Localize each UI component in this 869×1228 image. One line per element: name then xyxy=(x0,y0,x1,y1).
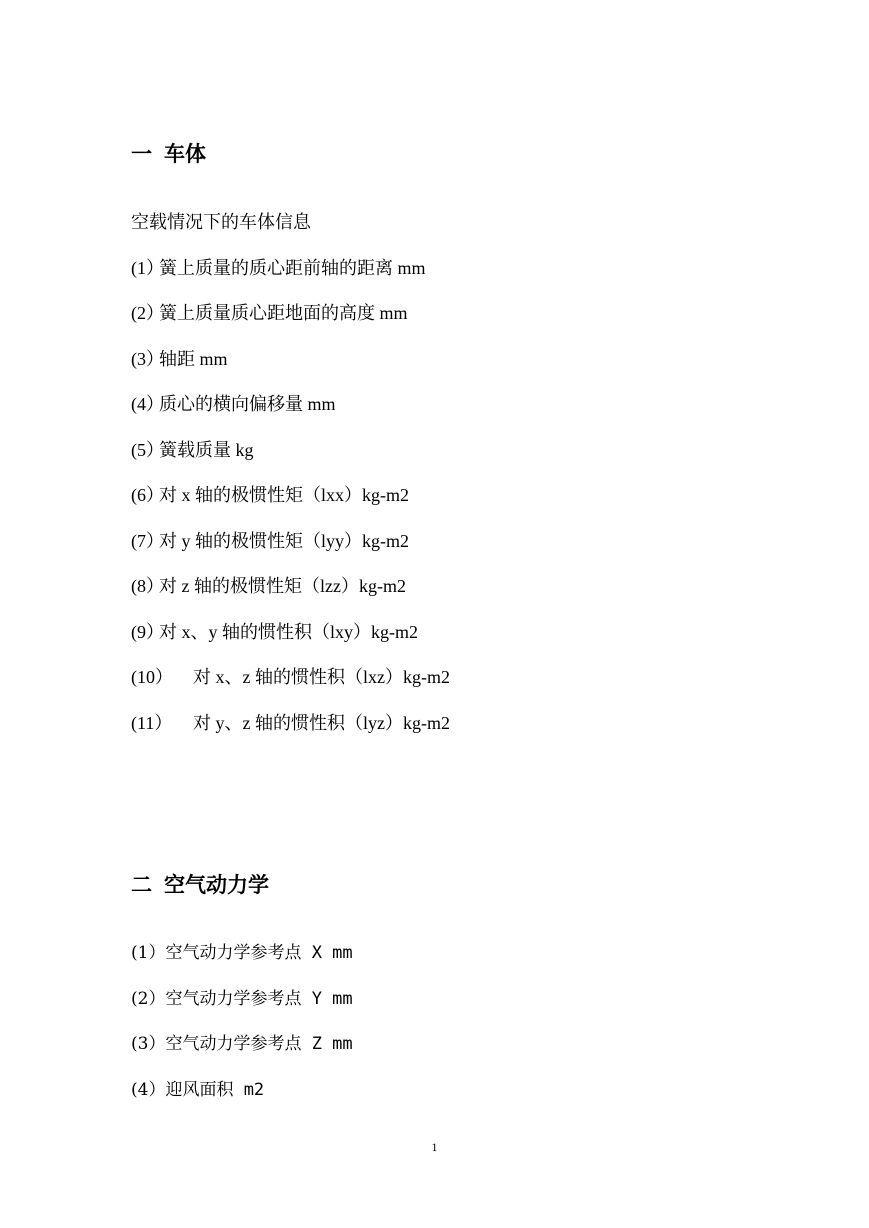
list-item xyxy=(131,620,418,644)
section-intro: 空载情况下的车体信息 xyxy=(131,212,311,232)
item-index: (5） xyxy=(131,440,164,460)
list-item xyxy=(131,256,426,280)
item-text: 空气动力学参考点 Z mm xyxy=(165,1034,353,1054)
item-text: 空气动力学参考点 X mm xyxy=(165,943,353,963)
item-index: (3） xyxy=(131,349,164,369)
section-number: 二 xyxy=(131,873,152,897)
item-text: 轴距 mm xyxy=(159,349,228,369)
page-number: 1 xyxy=(431,1140,438,1154)
item-text: 质心的横向偏移量 mm xyxy=(159,394,336,414)
item-text: 迎风面积 m2 xyxy=(165,1080,265,1100)
item-index: (6） xyxy=(131,485,164,505)
list-item xyxy=(131,665,450,689)
item-text: 簧上质量质心距地面的高度 mm xyxy=(159,303,408,323)
section-title: 空气动力学 xyxy=(164,873,269,897)
item-index: (2） xyxy=(131,303,164,323)
item-text: 簧上质量的质心距前轴的距离 mm xyxy=(159,258,426,278)
list-item xyxy=(131,941,353,965)
item-index: (10） xyxy=(131,667,173,687)
section-number: 一 xyxy=(131,142,152,166)
list-item xyxy=(131,347,228,371)
list-item xyxy=(131,574,406,598)
item-index: (4） xyxy=(131,1080,166,1100)
item-text: 对 x 轴的极惯性矩（lxx）kg-m2 xyxy=(159,485,409,505)
item-index: (7） xyxy=(131,531,164,551)
section-heading xyxy=(131,141,206,167)
item-index: (1） xyxy=(131,258,164,278)
item-index: (3） xyxy=(131,1034,166,1054)
list-item xyxy=(131,301,408,325)
list-item xyxy=(131,987,353,1011)
item-index: (9） xyxy=(131,622,164,642)
item-index: (11） xyxy=(131,713,173,733)
item-index: (4） xyxy=(131,394,164,414)
list-item xyxy=(131,1078,264,1102)
item-text: 对 y 轴的极惯性矩（lyy）kg-m2 xyxy=(159,531,409,551)
item-text: 对 z 轴的极惯性矩（lzz）kg-m2 xyxy=(159,576,406,596)
list-item xyxy=(131,392,336,416)
section-heading xyxy=(131,872,269,898)
item-text: 对 x、z 轴的惯性积（lxz）kg-m2 xyxy=(193,667,450,687)
item-text: 对 y、z 轴的惯性积（lyz）kg-m2 xyxy=(193,713,450,733)
item-text: 簧载质量 kg xyxy=(159,440,254,460)
list-item xyxy=(131,1032,353,1056)
list-item xyxy=(131,529,409,553)
item-index: (2） xyxy=(131,989,166,1009)
item-index: (8） xyxy=(131,576,164,596)
item-text: 对 x、y 轴的惯性积（lxy）kg-m2 xyxy=(159,622,418,642)
item-index: (1） xyxy=(131,943,166,963)
list-item xyxy=(131,483,409,507)
list-item xyxy=(131,711,450,735)
list-item xyxy=(131,438,254,462)
section-title: 车体 xyxy=(164,142,206,166)
item-text: 空气动力学参考点 Y mm xyxy=(165,989,353,1009)
